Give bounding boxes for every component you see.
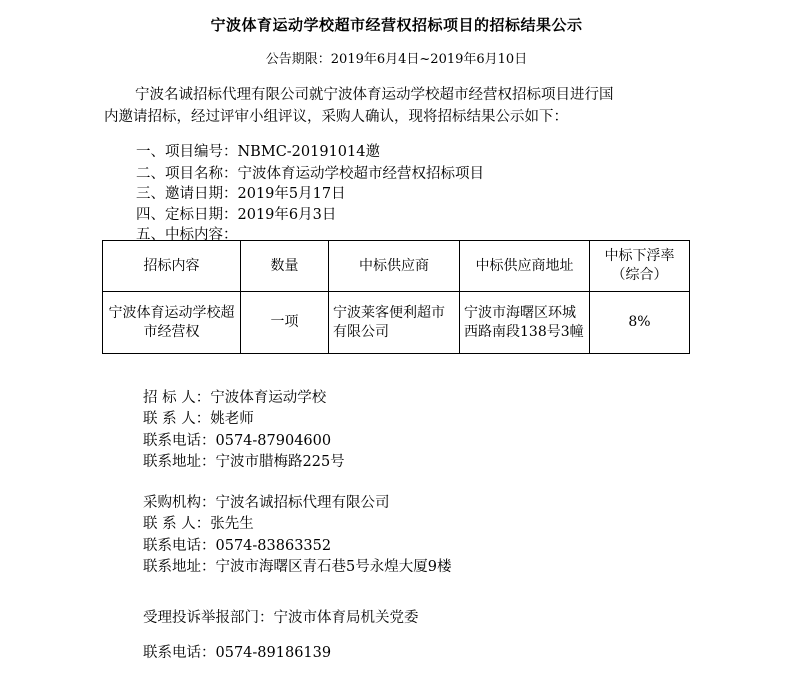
agency-contact bbox=[143, 514, 254, 534]
notice-period: 公告期限：2019年6月4日~2019年6月10日 bbox=[265, 52, 528, 67]
table-header-cell: 中标供应商地址 bbox=[460, 241, 590, 292]
value: 宁波名诚招标代理有限公司 bbox=[215, 495, 390, 511]
result-table bbox=[102, 240, 690, 354]
table-header-cell: 中标供应商 bbox=[329, 241, 460, 292]
label: 采购机构： bbox=[143, 495, 216, 511]
value: 姚老师 bbox=[210, 411, 254, 427]
label: 联系地址： bbox=[143, 559, 216, 575]
item-award-date: 四、定标日期：2019年6月3日 bbox=[136, 207, 337, 223]
complaint-phone bbox=[143, 643, 331, 663]
table-header-cell: 招标内容 bbox=[103, 241, 241, 292]
agency-phone bbox=[143, 536, 331, 556]
value: 0574-83863352 bbox=[215, 538, 332, 554]
cell-address: 宁波市海曙区环城西路南段138号3幢 bbox=[460, 292, 590, 354]
tenderer-address bbox=[143, 452, 345, 472]
value: 宁波市体育局机关党委 bbox=[273, 610, 419, 626]
cell-supplier: 宁波莱客便利超市有限公司 bbox=[329, 292, 460, 354]
table-header-row bbox=[103, 241, 690, 292]
cell-content: 宁波体育运动学校超市经营权 bbox=[103, 292, 241, 354]
table-header-cell: 数量 bbox=[241, 241, 329, 292]
value: 宁波体育运动学校 bbox=[210, 390, 327, 406]
label: 招 标 人： bbox=[143, 390, 211, 406]
intro-line: 宁波名诚招标代理有限公司就宁波体育运动学校超市经营权招标项目进行国 bbox=[135, 87, 614, 103]
item-project-number: 一、项目编号：NBMC-20191014邀 bbox=[136, 144, 380, 160]
value: 张先生 bbox=[210, 516, 254, 532]
label: 联 系 人： bbox=[143, 411, 211, 427]
label: 联系电话： bbox=[143, 645, 216, 661]
item-award-content: 五、中标内容： bbox=[136, 227, 238, 243]
value: 宁波市海曙区青石巷5号永煌大厦9楼 bbox=[215, 559, 452, 575]
page-title: 宁波体育运动学校超市经营权招标项目的招标结果公示 bbox=[210, 16, 583, 34]
item-project-name: 二、项目名称：宁波体育运动学校超市经营权招标项目 bbox=[136, 166, 484, 182]
item-invite-date: 三、邀请日期：2019年5月17日 bbox=[136, 186, 346, 202]
label: 受理投诉举报部门： bbox=[143, 610, 274, 626]
intro-line: 内邀请招标，经过评审小组评议，采购人确认，现将招标结果公示如下： bbox=[104, 109, 568, 125]
tenderer-phone bbox=[143, 431, 331, 451]
tenderer-name bbox=[143, 388, 326, 408]
cell-quantity: 一项 bbox=[241, 292, 329, 354]
value: 0574-87904600 bbox=[215, 433, 332, 449]
complaint-dept bbox=[143, 608, 419, 628]
label: 联系电话： bbox=[143, 538, 216, 554]
label: 联 系 人： bbox=[143, 516, 211, 532]
agency-address bbox=[143, 557, 451, 577]
value: 宁波市腊梅路225号 bbox=[215, 454, 345, 470]
table-row bbox=[103, 292, 690, 354]
intro-paragraph bbox=[104, 84, 694, 128]
label: 联系地址： bbox=[143, 454, 216, 470]
agency-name bbox=[143, 493, 390, 513]
tenderer-contact bbox=[143, 409, 254, 429]
value: 0574-89186139 bbox=[215, 645, 332, 661]
label: 联系电话： bbox=[143, 433, 216, 449]
table-header-cell: 中标下浮率（综合） bbox=[590, 241, 690, 292]
cell-rate: 8% bbox=[590, 292, 690, 354]
